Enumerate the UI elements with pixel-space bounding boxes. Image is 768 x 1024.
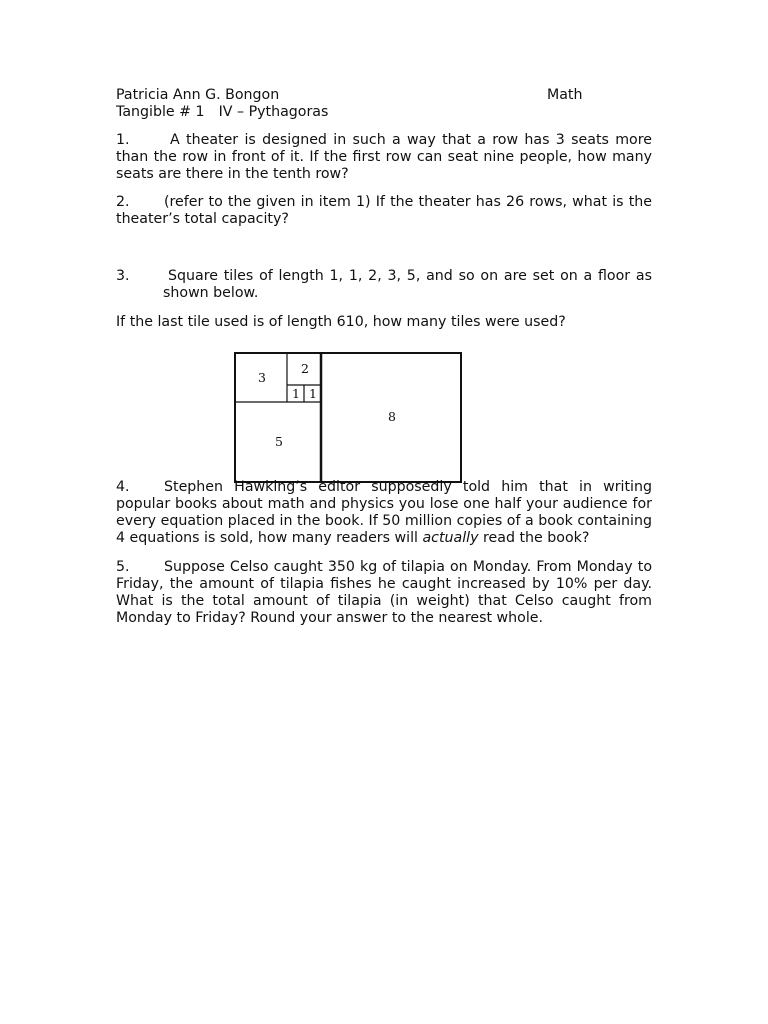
fibonacci-tiles-diagram bbox=[234, 352, 462, 483]
subject-label: Math bbox=[547, 87, 583, 103]
question-text: (refer to the given in item 1) If the theater has 26 rows, what is the theater’s total capacity? bbox=[116, 194, 652, 227]
question-4 bbox=[116, 479, 652, 547]
tile-label-8: 8 bbox=[388, 409, 396, 424]
question-number: 5. bbox=[116, 559, 130, 575]
question-text: Stephen Hawking’s editor supposedly told him that in writing popular books about math and physics you lose one half your audience for every equation placed in the book. If 50 million copies of a book containing 4 equations is sold, how many readers will bbox=[116, 479, 652, 546]
question-text: Suppose Celso caught 350 kg of tilapia on Monday. From Monday to Friday, the amount of tilapia fishes he caught increased by 10% per day. What is the total amount of tilapia (in weight) that Celso caught from Monday to Friday? Round your answer to the nearest whole. bbox=[116, 559, 652, 626]
question-number: 2. bbox=[116, 194, 130, 210]
question-text: Square tiles of length 1, 1, 2, 3, 5, and so on are set on a floor as shown below. bbox=[163, 268, 652, 301]
tile-label-5: 5 bbox=[275, 434, 283, 449]
question-number: 4. bbox=[116, 479, 130, 495]
question-3-followup: If the last tile used is of length 610, how many tiles were used? bbox=[116, 314, 566, 330]
question-1 bbox=[116, 132, 652, 183]
question-emphasis: actually bbox=[422, 530, 479, 546]
document-header bbox=[116, 87, 652, 121]
question-number: 1. bbox=[116, 132, 130, 148]
question-text-end: read the book? bbox=[483, 530, 590, 546]
tangible-label: Tangible # 1 bbox=[116, 104, 205, 120]
question-number: 3. bbox=[116, 268, 130, 284]
author-name: Patricia Ann G. Bongon bbox=[116, 87, 280, 103]
question-3 bbox=[116, 268, 652, 302]
tile-label-3: 3 bbox=[258, 370, 266, 385]
tiles-outer-frame bbox=[235, 353, 461, 482]
section-label: IV – Pythagoras bbox=[218, 104, 329, 120]
tile-label-2: 2 bbox=[301, 361, 309, 376]
tile-label-1a: 1 bbox=[292, 386, 300, 401]
tile-label-1b: 1 bbox=[309, 386, 317, 401]
question-2 bbox=[116, 194, 652, 228]
question-5 bbox=[116, 559, 652, 627]
tiles-svg bbox=[234, 352, 462, 483]
question-text: A theater is designed in such a way that a row has 3 seats more than the row in front of it. If the first row can seat nine people, how many seats are there in the tenth row? bbox=[116, 132, 652, 182]
header-line-2 bbox=[116, 104, 652, 121]
header-line-1 bbox=[116, 87, 652, 104]
